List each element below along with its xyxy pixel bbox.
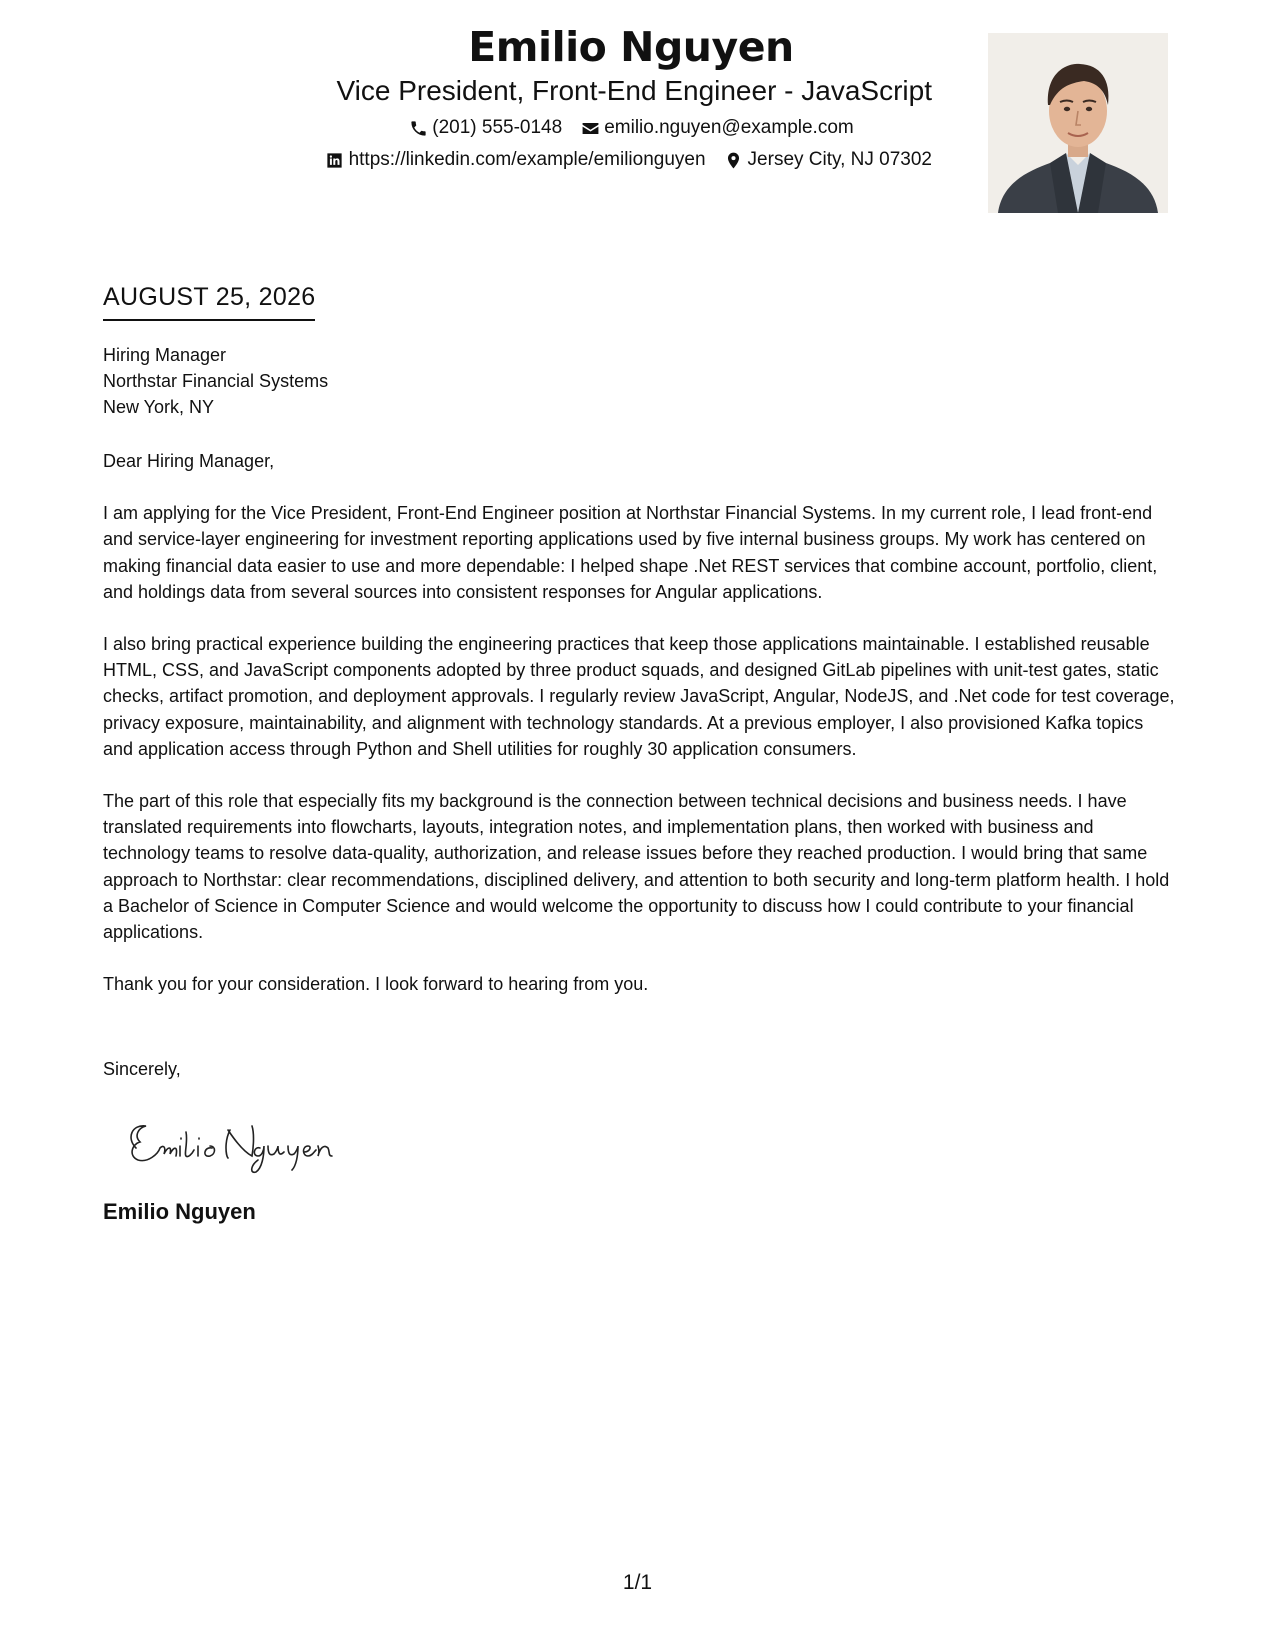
phone-icon	[408, 118, 428, 138]
location-contact	[724, 148, 932, 172]
body-paragraph: Thank you for your consideration. I look forward to hearing from you.	[103, 974, 649, 995]
body-paragraph: I am applying for the Vice President, Front-End Engineer position at Northstar Financial Systems. In my current role, I lead front-end and service-layer engineering for investment reporting applications used by five internal business groups. My work has centered on making financial data easier to use and more dependable: I helped shape .Net REST services that combine account, portfolio, client, and holdings data from several sources into consistent responses for Angular applications.	[103, 503, 1158, 602]
salutation: Dear Hiring Manager,	[103, 451, 275, 471]
recipient-block	[103, 342, 328, 420]
signer-name: Emilio Nguyen	[103, 1199, 256, 1224]
closing: Sincerely,	[103, 1059, 181, 1079]
envelope-icon	[580, 118, 600, 138]
recipient-line: New York, NY	[103, 397, 215, 417]
phone-text: (201) 555-0148	[432, 117, 563, 138]
email-text[interactable]: emilio.nguyen@example.com	[604, 117, 854, 138]
body-paragraph: The part of this role that especially fits my background is the connection between technical decisions and business needs. I have translated requirements into flowcharts, layouts, integration notes, and implementation plans, then worked with business and technology teams to resolve data-quality, authorization, and release issues before they reached production. I would bring that same approach to Northstar: clear recommendations, disciplined delivery, and attention to both security and long-term platform health. I hold a Bachelor of Science in Computer Science and would welcome the opportunity to discuss how I could contribute to your financial applications.	[103, 791, 1170, 943]
letter-date: AUGUST 25, 2026	[103, 282, 315, 321]
contact-line-1	[0, 116, 932, 140]
recipient-line: Hiring Manager	[103, 345, 227, 365]
profile-photo	[988, 33, 1168, 213]
email-contact[interactable]	[580, 116, 854, 140]
body-paragraph: I also bring practical experience building the engineering practices that keep those applications maintainable. I established reusable HTML, CSS, and JavaScript components adopted by three product squads, and designed GitLab pipelines with unit-test gates, static checks, artifact promotion, and deployment approvals. I regularly review JavaScript, Angular, NodeJS, and .Net code for test coverage, privacy exposure, maintainability, and alignment with technology standards. At a previous employer, I also provisioned Kafka topics and application access through Python and Shell utilities for roughly 30 application consumers.	[103, 634, 1175, 759]
letter-body	[103, 448, 1178, 1023]
letter-header	[0, 22, 932, 172]
applicant-title: Vice President, Front-End Engineer - JavaScript	[336, 75, 932, 106]
contact-line-2	[0, 148, 932, 172]
phone-contact	[408, 116, 562, 140]
map-pin-icon	[724, 150, 744, 170]
location-text: Jersey City, NJ 07302	[747, 149, 932, 170]
linkedin-icon	[325, 150, 345, 170]
linkedin-text[interactable]: https://linkedin.com/example/emilionguyen	[348, 149, 706, 170]
handwritten-signature	[118, 1108, 358, 1178]
linkedin-contact[interactable]	[325, 148, 706, 172]
applicant-name: Emilio Nguyen	[468, 23, 794, 71]
recipient-line: Northstar Financial Systems	[103, 371, 329, 391]
page-number: 1/1	[622, 1571, 653, 1594]
